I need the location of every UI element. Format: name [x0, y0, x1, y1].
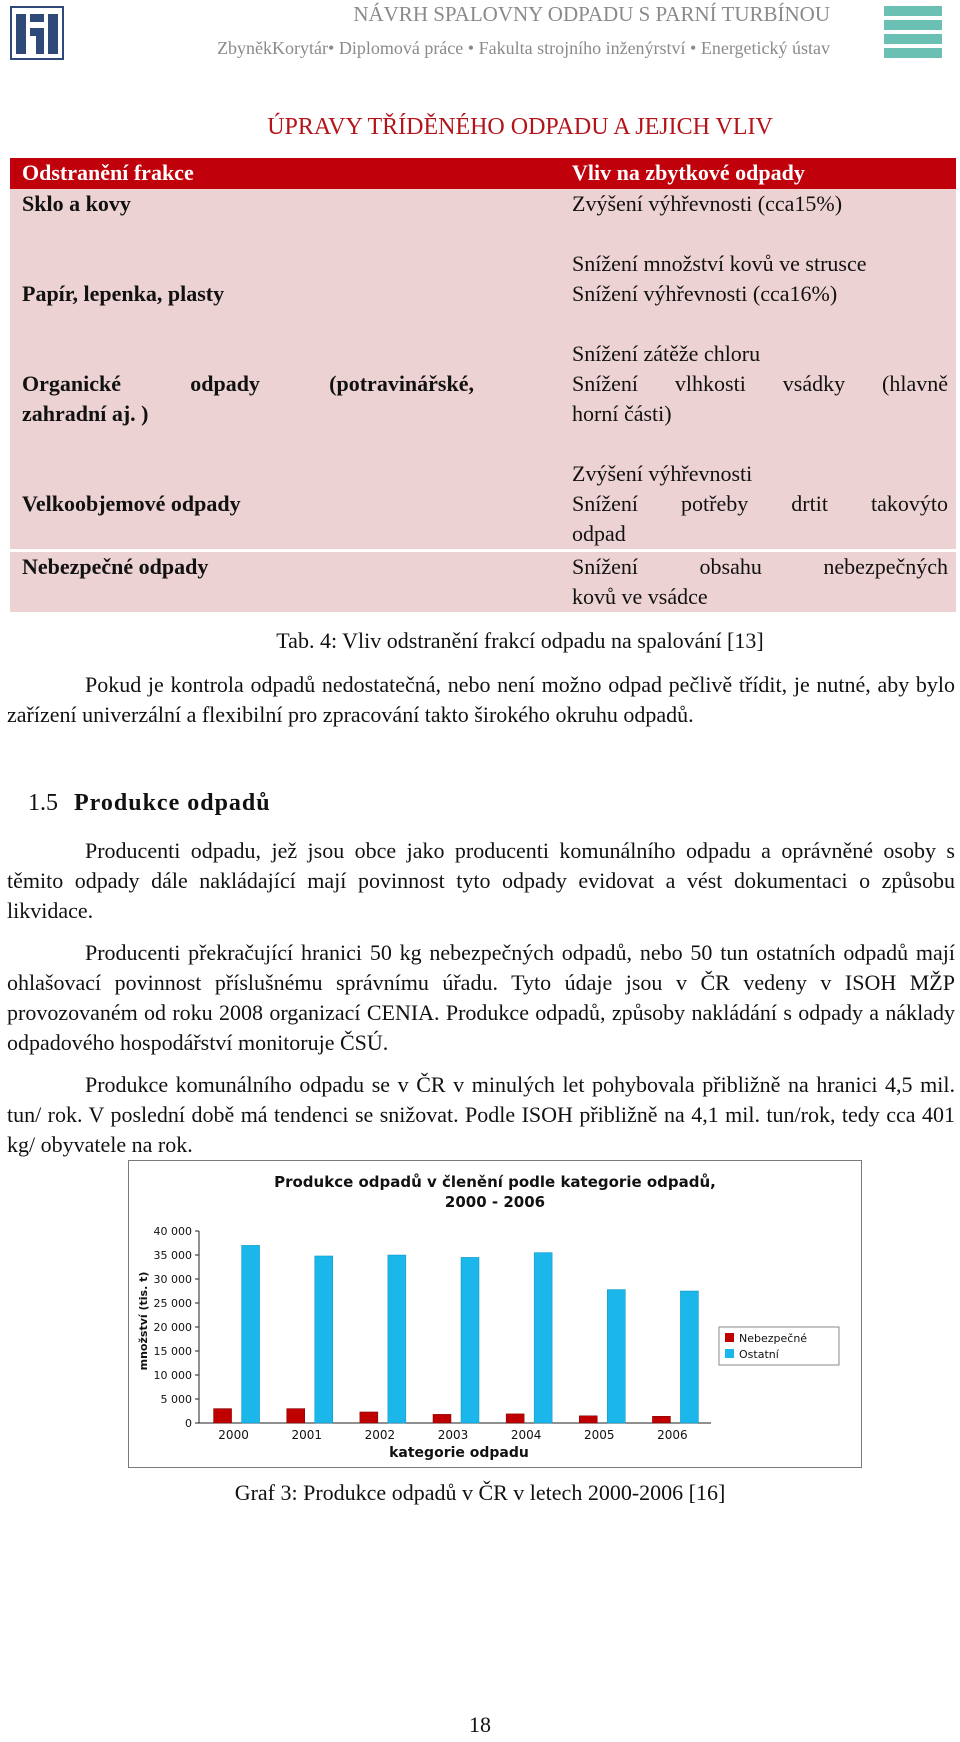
y-tick-label: 5 000	[160, 1393, 192, 1406]
bar-ostatni-2006	[680, 1291, 698, 1423]
page-number: 18	[469, 1712, 491, 1737]
chart-title: Produkce odpadů v členění podle kategorie odpadů,	[274, 1173, 716, 1191]
table-row	[10, 552, 956, 612]
bar-ostatni-2005	[607, 1290, 625, 1423]
x-tick-label: 2003	[437, 1428, 469, 1442]
x-tick-label: 2005	[584, 1428, 615, 1442]
bar-nebezpecne-2000	[214, 1409, 232, 1423]
x-tick-label: 2006	[657, 1428, 688, 1442]
page-header	[0, 0, 960, 70]
bar-ostatni-2004	[534, 1253, 552, 1423]
table-row	[10, 369, 956, 489]
table-heading: ÚPRAVY TŘÍDĚNÉHO ODPADU A JEJICH VLIV	[267, 114, 773, 140]
y-axis-label: množství (tis. t)	[137, 1271, 150, 1371]
effect-cell: Snížení potřeby drtit takovýto odpad	[572, 491, 948, 546]
chart-canvas	[129, 1161, 861, 1467]
legend-swatch	[725, 1349, 734, 1358]
header-cell-effect: Vliv na zbytkové odpady	[572, 160, 805, 185]
y-tick-label: 35 000	[153, 1249, 192, 1262]
table-row	[10, 489, 956, 549]
effect-cell: Snížení výhřevnosti (cca16%) Snížení zátěže chloru	[572, 281, 838, 366]
x-tick-label: 2001	[291, 1428, 322, 1442]
institute-logo	[884, 6, 942, 64]
fraction-cell: Nebezpečné odpady	[22, 554, 209, 579]
paragraph: Produkce komunálního odpadu se v ČR v minulých let pohybovala přibližně na hranici 4,5 mil. tun/ rok. V poslední době má tendenci se snižovat. Podle ISOH přibližně na 4,1 mil. tun/rok, tedy cca 401 kg/ obyvatele na rok.	[7, 1072, 955, 1157]
header-cell-fraction: Odstranění frakce	[22, 160, 194, 185]
legend-label: Ostatní	[739, 1348, 779, 1361]
y-tick-label: 20 000	[153, 1321, 192, 1334]
paragraph: Producenti odpadu, jež jsou obce jako producenti komunálního odpadu a oprávněné osoby s těmito odpady dále nakládající mají povinnost tyto odpady evidovat a vést dokumentaci o způsobu likvidace.	[7, 838, 955, 923]
bar-nebezpecne-2003	[433, 1414, 451, 1423]
fraction-cell: Sklo a kovy	[22, 191, 131, 216]
faculty-logo	[10, 6, 64, 60]
bar-nebezpecne-2004	[506, 1414, 524, 1423]
legend-label: Nebezpečné	[739, 1332, 808, 1345]
bar-ostatni-2000	[242, 1245, 260, 1423]
paragraph: Producenti překračující hranici 50 kg nebezpečných odpadů, nebo 50 tun ostatních odpadů mají ohlašovací povinnost příslušnému správnímu úřadu. Tyto údaje jsou v ČR vedeny v ISOH MŽP provozovaném od roku 2008 organizací CENIA. Produkce odpadů, způsoby nakládání s odpady a náklady odpadového hospodářství monitoruje ČSÚ.	[7, 940, 955, 1055]
x-tick-label: 2000	[218, 1428, 249, 1442]
section-title: Produkce odpadů	[74, 790, 271, 816]
bar-ostatni-2001	[315, 1256, 333, 1423]
section-number: 1.5	[28, 790, 58, 816]
bar-nebezpecne-2006	[652, 1416, 670, 1423]
effect-cell: Snížení obsahu nebezpečných kovů ve vsádce	[572, 554, 948, 609]
header-title: NÁVRH SPALOVNY ODPADU S PARNÍ TURBÍNOU	[353, 2, 830, 26]
effect-cell: Snížení vlhkosti vsádky (hlavně horní části) Zvýšení výhřevnosti	[572, 371, 948, 486]
x-tick-label: 2004	[510, 1428, 542, 1442]
section-heading	[28, 790, 271, 817]
y-tick-label: 10 000	[153, 1369, 192, 1382]
bar-nebezpecne-2005	[579, 1416, 597, 1423]
fraction-cell: Organické odpady (potravinářské, zahradní aj. )	[22, 371, 474, 426]
fraction-cell: Papír, lepenka, plasty	[22, 281, 225, 306]
table-header-row	[10, 158, 956, 189]
chart-caption: Graf 3: Produkce odpadů v ČR v letech 2000-2006 [16]	[234, 1480, 726, 1505]
header-subtitle: ZbyněkKorytár• Diplomová práce • Fakulta strojního inženýrství • Energetický ústav	[217, 38, 830, 58]
y-tick-label: 25 000	[153, 1297, 192, 1310]
x-tick-label: 2002	[364, 1428, 396, 1442]
waste-production-chart	[128, 1160, 862, 1468]
effect-cell: Zvýšení výhřevnosti (cca15%) Snížení množství kovů ve strusce	[572, 191, 867, 276]
y-tick-label: 15 000	[153, 1345, 192, 1358]
legend-swatch	[725, 1333, 734, 1342]
bar-nebezpecne-2001	[287, 1409, 305, 1423]
bar-ostatni-2003	[461, 1257, 479, 1423]
paragraph: Pokud je kontrola odpadů nedostatečná, nebo není možno odpad pečlivě třídit, je nutné, aby bylo zařízení univerzální a flexibilní pro zpracování takto širokého okruhu odpadů.	[7, 672, 955, 727]
y-tick-label: 40 000	[153, 1225, 192, 1238]
chart-subtitle: 2000 - 2006	[444, 1193, 546, 1211]
table-caption: Tab. 4: Vliv odstranění frakcí odpadu na spalování [13]	[276, 628, 764, 653]
y-tick-label: 0	[185, 1417, 192, 1430]
fraction-cell: Velkoobjemové odpady	[22, 491, 241, 516]
table-row	[10, 189, 956, 279]
bar-ostatni-2002	[388, 1255, 406, 1423]
bar-nebezpecne-2002	[360, 1412, 378, 1423]
x-axis-label: kategorie odpadu	[389, 1445, 529, 1461]
table-row	[10, 279, 956, 369]
y-tick-label: 30 000	[153, 1273, 192, 1286]
